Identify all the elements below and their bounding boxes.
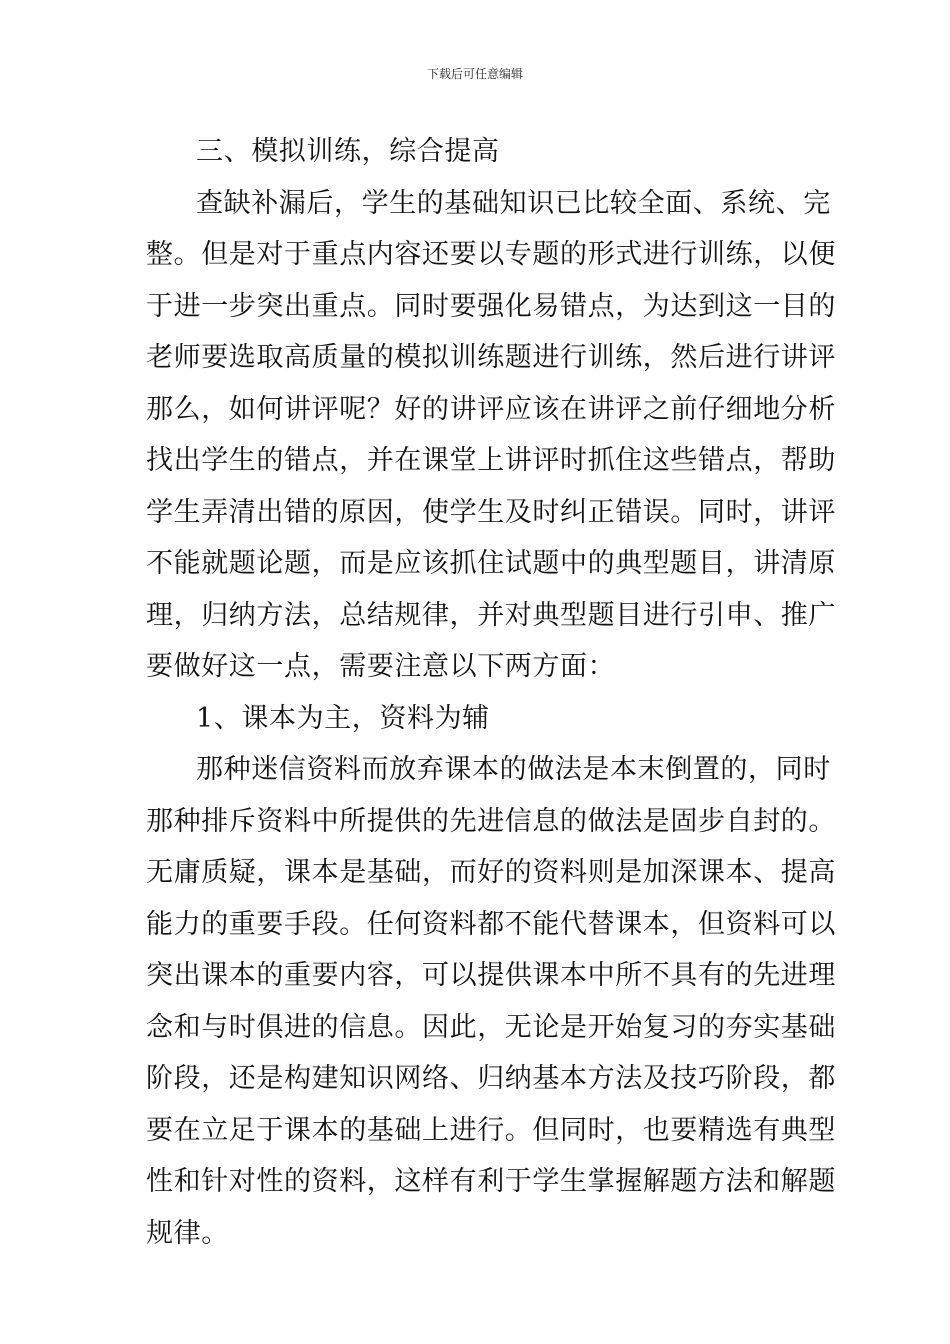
text-line: 那种迷信资料而放弃课本的做法是本末倒置的，同时 (196, 754, 831, 785)
text-line: 理，归纳方法，总结规律，并对典型题目进行引申、推广 (146, 599, 836, 631)
text-line: 要在立足于课本的基础上进行。但同时，也要精选有典型 (146, 1114, 836, 1146)
text-line: 要做好这一点，需要注意以下两方面： (146, 651, 616, 682)
text-line: 整。但是对于重点内容还要以专题的形式进行训练，以便 (146, 239, 836, 270)
text-line: 1、课本为主，资料为辅 (196, 702, 490, 734)
text-line: 老师要选取高质量的模拟训练题进行训练，然后进行讲评 (146, 342, 836, 373)
text-line: 查缺补漏后，学生的基础知识已比较全面、系统、完 (196, 187, 831, 219)
text-line: 无庸质疑，课本是基础，而好的资料则是加深课本、提高 (146, 857, 836, 888)
text-line: 阶段，还是构建知识网络、归纳基本方法及技巧阶段，都 (146, 1063, 836, 1094)
document-body (146, 126, 836, 1259)
text-line: 学生弄清出错的原因，使学生及时纠正错误。同时，讲评 (146, 496, 836, 528)
text-line: 能力的重要手段。任何资料都不能代替课本，但资料可以 (146, 908, 836, 940)
text-line: 念和与时俱进的信息。因此，无论是开始复习的夯实基础 (146, 1011, 836, 1043)
text-line: 不能就题论题，而是应该抓住试题中的典型题目，讲清原 (146, 548, 836, 579)
text-line: 规律。 (146, 1217, 229, 1249)
text-line: 性和针对性的资料，这样有利于学生掌握解题方法和解题 (146, 1166, 836, 1197)
text-line: 那么，如何讲评呢？好的讲评应该在讲评之前仔细地分析 (146, 393, 836, 425)
text-line: 于进一步突出重点。同时要强化易错点，为达到这一目的 (146, 290, 836, 322)
header-note: 下载后可任意编辑 (426, 67, 523, 81)
text-line: 突出课本的重要内容，可以提供课本中所不具有的先进理 (146, 960, 836, 991)
text-line: 那种排斥资料中所提供的先进信息的做法是固步自封的。 (146, 805, 836, 837)
text-line: 找出学生的错点，并在课堂上讲评时抓住这些错点，帮助 (146, 445, 836, 476)
text-line: 三、模拟训练，综合提高 (196, 136, 500, 167)
